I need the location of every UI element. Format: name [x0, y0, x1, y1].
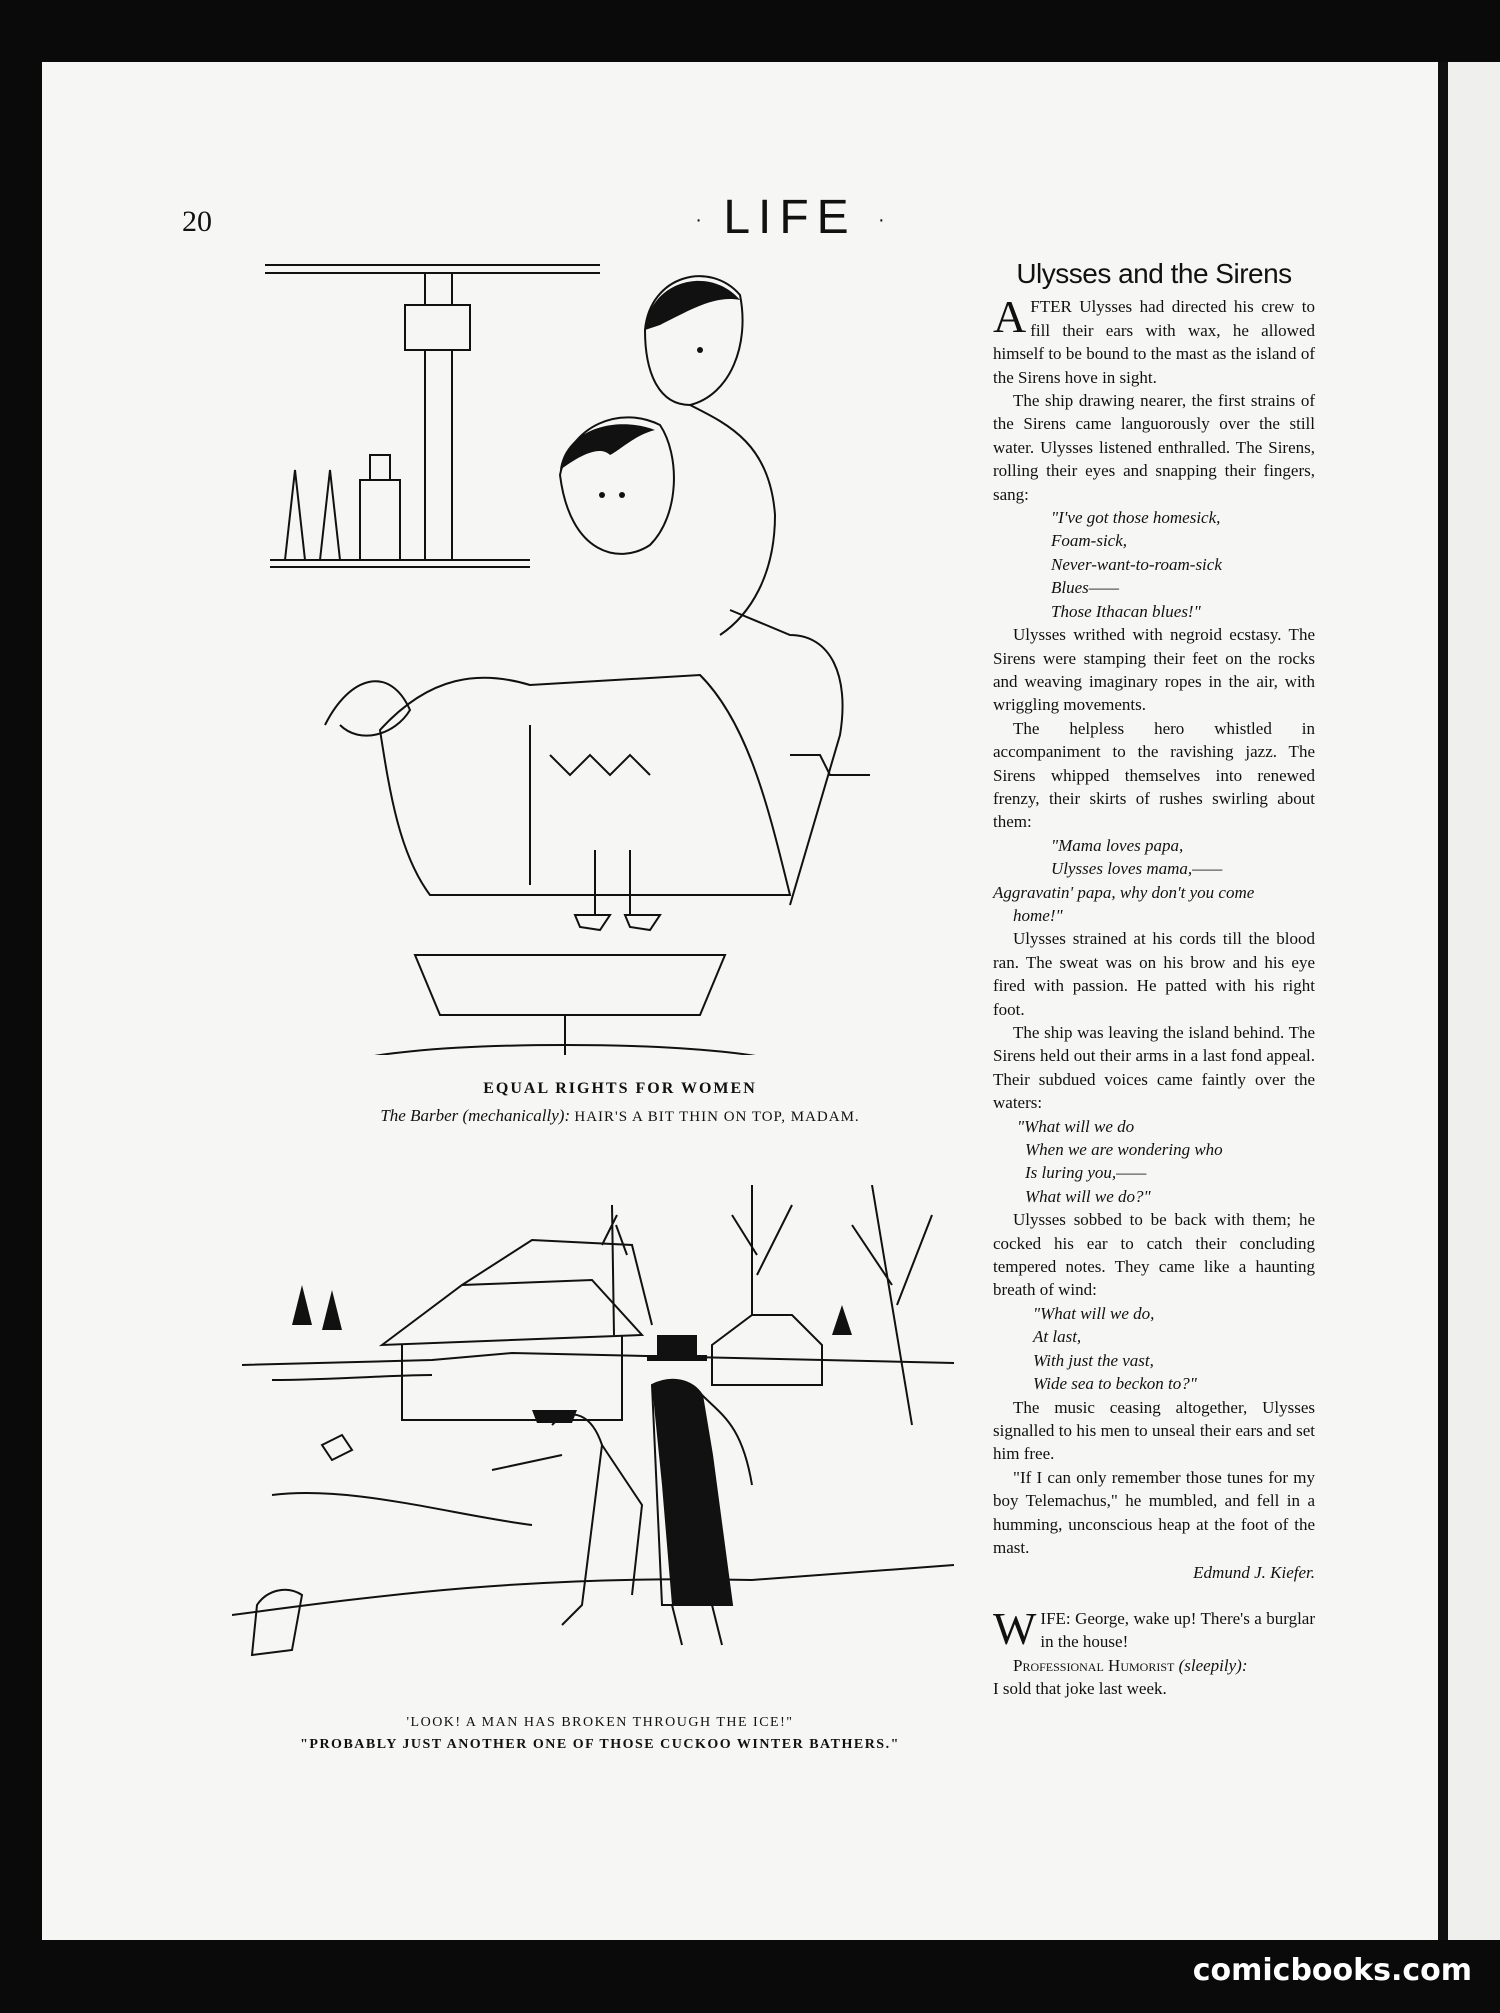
winter-caption [260, 1712, 940, 1756]
article-paragraph: AFTER Ulysses had directed his crew to fill their ears with wax, he allowed himself to be bound to the mast as the island of the Sirens hove in sight. [993, 291, 1315, 387]
drop-cap: A [993, 291, 1027, 343]
article-paragraph: "If I can only remember those tunes for my boy Telemachus," he mumbled, and fell in a humming, unconscious heap at the foot of the mast. [993, 1467, 1315, 1557]
barber-cartoon [230, 255, 1020, 1055]
winter-caption-line2: "PROBABLY JUST ANOTHER ONE OF THOSE CUCKOO WINTER BATHERS." [300, 1737, 900, 1752]
barber-caption-line [260, 1106, 980, 1126]
article-author: Edmund J. Kiefer. [1193, 1563, 1315, 1583]
masthead-title: LIFE [723, 191, 857, 244]
verse-block: "What will we do, At last, With just the vast, Wide sea to beckon to?" [1033, 1303, 1197, 1394]
article-paragraph: The music ceasing altogether, Ulysses signalled to his men to unseal their ears and set him free. [993, 1397, 1315, 1464]
page-number: 20 [182, 205, 212, 238]
article-paragraph: Ulysses sobbed to be back with them; he cocked his ear to catch their concluding tempered notes. They came like a haunting breath of wind: [993, 1210, 1315, 1300]
winter-cartoon [232, 1185, 954, 1705]
article-title: Ulysses and the Sirens [1016, 258, 1292, 289]
page-gutter [1438, 62, 1448, 1940]
joke-line [993, 1654, 1315, 1677]
article-paragraph: Ulysses strained at his cords till the blood ran. The sweat was on his brow and his eye fired with passion. He patted with his right foot. [993, 929, 1315, 1019]
barber-caption [260, 1080, 980, 1126]
joke-line: WIFE: George, wake up! There's a burglar in the house! [993, 1602, 1315, 1654]
verse-block: "What will we do When we are wondering who Is luring you,—— What will we do?" [1017, 1116, 1223, 1206]
next-page-edge [1448, 62, 1500, 1940]
article-paragraph: The helpless hero whistled in accompaniment to the ravishing jazz. The Sirens whipped themselves into renewed frenzy, their skirts of rushes swirling about them: [993, 718, 1315, 832]
joke-drop-cap: W [993, 1602, 1037, 1654]
verse-block: "Mama loves papa, Ulysses loves mama,—— Aggravatin' papa, why don't you come home!" [993, 835, 1255, 925]
joke-line: I sold that joke last week. [993, 1678, 1167, 1698]
verse-block: "I've got those homesick, Foam-sick, Never-want-to-roam-sick Blues—— Those Ithacan blues!" [1051, 508, 1222, 621]
barber-caption-title: EQUAL RIGHTS FOR WOMEN [483, 1080, 757, 1097]
article-paragraph: Ulysses writhed with negroid ecstasy. The Sirens were stamping their feet on the rocks and weaving imaginary ropes in the air, with wriggling movements. [993, 625, 1315, 715]
watermark: comicbooks.com [1192, 1953, 1472, 1988]
joke-block [993, 1602, 1315, 1701]
winter-caption-line1: 'LOOK! A MAN HAS BROKEN THROUGH THE ICE!" [406, 1715, 794, 1730]
masthead: · LIFE · [695, 191, 885, 244]
joke-speaker: Professional Humorist [1013, 1655, 1175, 1675]
barber-caption-speaker: The Barber (mechanically): [380, 1106, 571, 1125]
article-paragraph: The ship drawing nearer, the first strains of the Sirens came languorously over the still water. Ulysses listened enthralled. The Sirens, rolling their eyes and snapping their fingers, sang: [993, 391, 1315, 504]
article-column [993, 258, 1315, 1700]
article-paragraph: The ship was leaving the island behind. The Sirens held out their arms in a last fond appeal. Their subdued voices came faintly over the waters: [993, 1023, 1315, 1113]
joke-aside: (sleepily): [1178, 1655, 1248, 1675]
barber-caption-speech: HAIR'S A BIT THIN ON TOP, MADAM. [574, 1109, 860, 1125]
